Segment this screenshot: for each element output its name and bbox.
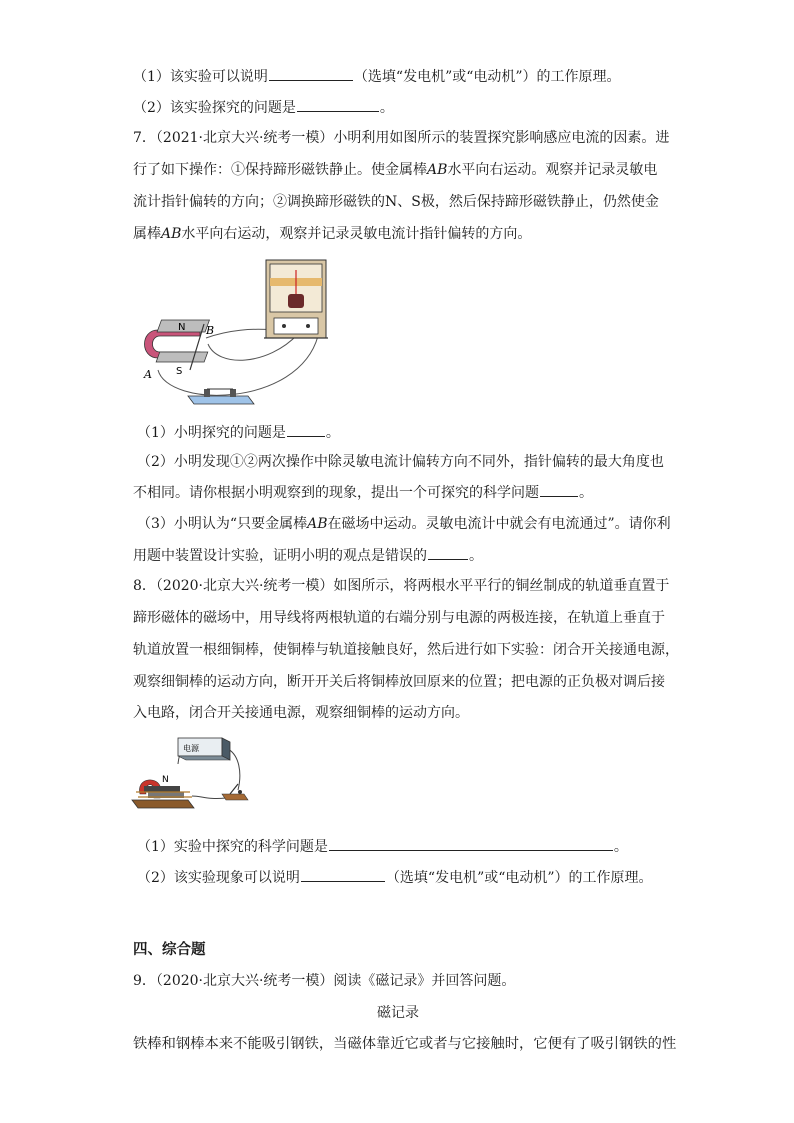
switch	[222, 784, 248, 800]
answer-blank[interactable]	[269, 66, 353, 81]
q8-stem-line5: 入电路，闭合开关接通电源，观察细铜棒的运动方向。	[133, 705, 469, 721]
switch	[188, 389, 254, 404]
q6-sub1: （1）该实验可以说明 （选填“发电机”或“电动机”）的工作原理。	[133, 66, 663, 87]
section-title: 四、综合题	[133, 942, 206, 958]
label-b: B	[206, 324, 215, 337]
q8-stem-line4: 观察细铜棒的运动方向，断开开关后将铜棒放回原来的位置；把电源的正负极对调后接	[133, 674, 665, 690]
q6-sub2: （2）该实验探究的问题是 。	[133, 97, 663, 118]
q8-figure	[130, 734, 260, 812]
galvanometer	[264, 260, 328, 338]
answer-blank[interactable]	[540, 482, 578, 497]
q7-sub1: （1）小明探究的问题是 。	[137, 422, 667, 443]
q7-sub3-line2: 用题中装置设计实验，证明小明的观点是错误的 。	[133, 545, 663, 566]
answer-blank[interactable]	[287, 422, 325, 437]
base-board	[132, 800, 194, 808]
label-n: N	[162, 775, 169, 785]
q7-stem-line2: 行了如下操作：①保持蹄形磁铁静止。使金属棒AB水平向右运动。观察并记录灵敏电	[133, 162, 658, 178]
article-paragraph: 铁棒和钢棒本来不能吸引钢铁，当磁体靠近它或者与它接触时，它便有了吸引钢铁的性	[133, 1036, 677, 1052]
label-source: 电源	[183, 744, 199, 753]
q7-figure	[138, 258, 338, 410]
answer-blank[interactable]	[297, 97, 379, 112]
q8-sub2: （2）该实验现象可以说明 （选填“发电机”或“电动机”）的工作原理。	[137, 867, 667, 888]
q7-sub2-line2: 不相同。请你根据小明观察到的现象，提出一个可探究的科学问题 。	[133, 482, 663, 503]
wire	[192, 796, 226, 799]
answer-blank[interactable]	[329, 836, 613, 851]
answer-blank[interactable]	[301, 867, 385, 882]
horseshoe-magnet	[145, 320, 210, 362]
q7-stem-line3: 流计指针偏转的方向；②调换蹄形磁铁的N、S极，然后保持蹄形磁铁静止，仍然使金	[133, 194, 659, 210]
wire	[206, 329, 273, 338]
label-a: A	[144, 368, 152, 381]
q8-stem-line2: 蹄形磁体的磁场中，用导线将两根轨道的右端分别与电源的两极连接，在轨道上垂直于	[133, 610, 665, 626]
q8-sub1: （1）实验中探究的科学问题是 。	[137, 836, 667, 857]
answer-blank[interactable]	[428, 545, 468, 560]
article-title: 磁记录	[377, 1005, 419, 1021]
q7-sub3-line1: （3）小明认为“只要金属棒AB在磁场中运动。灵敏电流计中就会有电流通过”。请你利	[137, 516, 671, 532]
label-s: S	[176, 366, 183, 377]
label-n: N	[178, 322, 186, 333]
q9-stem-line1: 9．（2020·北京大兴·统考一模）阅读《磁记录》并回答问题。	[133, 973, 516, 989]
q8-stem-line3: 轨道放置一根细铜棒，使铜棒与轨道接触良好，然后进行如下实验：闭合开关接通电源，	[133, 642, 679, 658]
q8-stem-line1: 8．（2020·北京大兴·统考一模）如图所示，将两根水平平行的铜丝制成的轨道垂直置于	[133, 578, 670, 594]
q7-stem-line4: 属棒AB水平向右运动，观察并记录灵敏电流计指针偏转的方向。	[133, 226, 532, 242]
q7-stem-line1: 7．（2021·北京大兴·统考一模）小明利用如图所示的装置探究影响感应电流的因素。进	[133, 130, 670, 146]
q7-sub2-line1: （2）小明发现①②两次操作中除灵敏电流计偏转方向不同外，指针偏转的最大角度也	[137, 454, 664, 470]
